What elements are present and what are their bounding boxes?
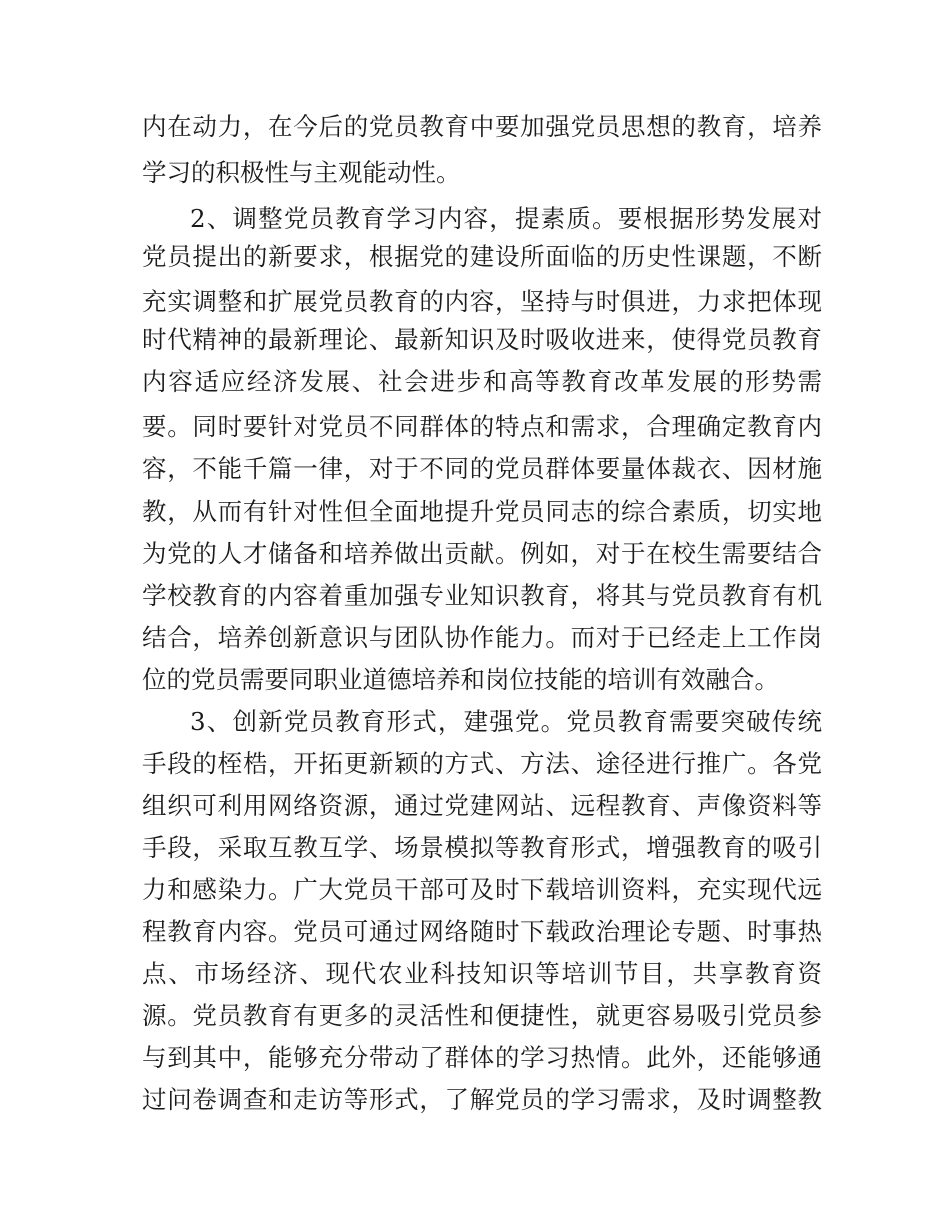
text-line: 手段，采取互教互学、场景模拟等教育形式，增强教育的吸引 — [142, 833, 822, 862]
text-line: 充实调整和扩展党员教育的内容，坚持与时俱进，力求把体现 — [142, 287, 822, 316]
text-line: 源。党员教育有更多的灵活性和便捷性，就更容易吸引党员参 — [142, 1001, 822, 1030]
text-line: 要。同时要针对党员不同群体的特点和需求，合理确定教育内 — [142, 412, 822, 441]
text-line: 学校教育的内容着重加强专业知识教育，将其与党员教育有机 — [142, 581, 822, 610]
paragraph-start-line: 3、创新党员教育形式，建强党。党员教育需要突破传统 — [190, 707, 822, 736]
text-line: 程教育内容。党员可通过网络随时下载政治理论专题、时事热 — [142, 917, 822, 946]
text-line: 党员提出的新要求，根据党的建设所面临的历史性课题，不断 — [142, 242, 822, 271]
text-line: 力和感染力。广大党员干部可及时下载培训资料，充实现代远 — [142, 875, 822, 904]
text-line: 内容适应经济发展、社会进步和高等教育改革发展的形势需 — [142, 367, 822, 396]
text-line: 学习的积极性与主观能动性。 — [142, 158, 461, 187]
text-line: 结合，培养创新意识与团队协作能力。而对于已经走上工作岗 — [142, 623, 822, 652]
text-line: 点、市场经济、现代农业科技知识等培训节目，共享教育资 — [142, 959, 822, 988]
text-line: 内在动力，在今后的党员教育中要加强党员思想的教育，培养 — [142, 112, 822, 141]
text-line: 时代精神的最新理论、最新知识及时吸收进来，使得党员教育 — [142, 325, 822, 354]
text-line: 手段的桎梏，开拓更新颖的方式、方法、途径进行推广。各党 — [142, 749, 822, 778]
text-line: 与到其中，能够充分带动了群体的学习热情。此外，还能够通 — [142, 1043, 822, 1072]
text-line: 组织可利用网络资源，通过党建网站、远程教育、声像资料等 — [142, 791, 822, 820]
text-line: 为党的人才储备和培养做出贡献。例如，对于在校生需要结合 — [142, 539, 822, 568]
text-line: 过问卷调查和走访等形式，了解党员的学习需求，及时调整教 — [142, 1085, 822, 1114]
text-line: 位的党员需要同职业道德培养和岗位技能的培训有效融合。 — [142, 665, 779, 694]
text-line: 容，不能千篇一律，对于不同的党员群体要量体裁衣、因材施 — [142, 454, 822, 483]
paragraph-start-line: 2、调整党员教育学习内容，提素质。要根据形势发展对 — [190, 204, 822, 233]
text-line: 教，从而有针对性但全面地提升党员同志的综合素质，切实地 — [142, 497, 822, 526]
